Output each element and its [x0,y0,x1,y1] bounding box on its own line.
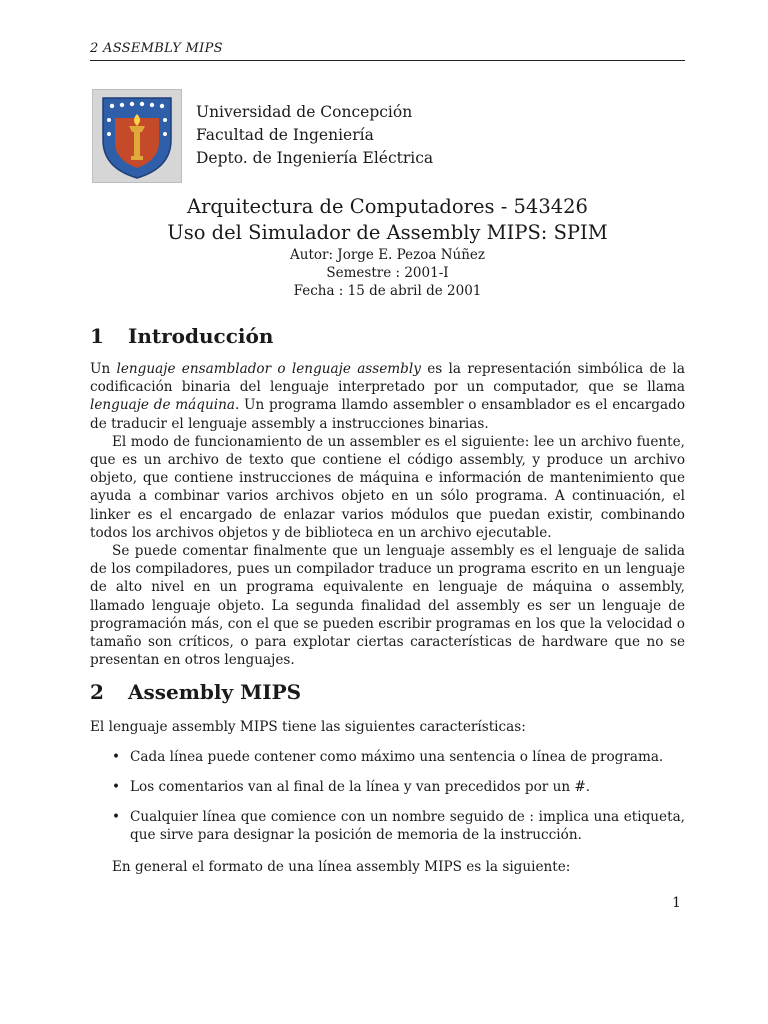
section-heading-introduccion [90,324,273,348]
paragraph [90,360,685,433]
semester-line: Semestre : 2001-I [326,265,449,281]
text-run: . Un programa llamdo assembler o ensamblador es el encargado de traducir el lenguaje assembly a instrucciones binarias. [90,397,685,432]
text-run: Un [90,361,117,377]
section-number: 2 [90,680,104,704]
paragraph: El modo de funcionamiento de un assembler es el siguiente: lee un archivo fuente, que es un archivo de texto que contiene el código assembly, y produce un archivo objeto, que contiene instrucciones de máquina e información de mantenimiento que ayuda a combinar varios archivos objeto en un sólo programa. A continuación, el linker es el encargado de enlazar varios módulos que puedan existir, combinando todos los archivos objetos y de biblioteca en un archivo ejecutable. [90,433,685,541]
emphasis-term: lenguaje ensamblador o lenguaje assembly [116,361,421,377]
bullet-icon: • [112,749,121,765]
bullet-icon: • [112,809,121,825]
affiliation-block [196,101,433,170]
author-line: Autor: Jorge E. Pezoa Núñez [290,247,485,263]
section-heading-assembly-mips [90,680,301,704]
university-name: Universidad de Concepción [196,103,413,121]
section-title: Introducción [128,324,274,348]
list-item [112,778,685,796]
course-title: Arquitectura de Computadores - 543426 [187,195,588,218]
list-item-text: Cada línea puede contener como máximo una sentencia o línea de programa. [130,749,664,765]
emphasis-term: lenguaje de máquina [90,397,235,414]
running-head: 2 ASSEMBLY MIPS [90,41,223,56]
section-2-closing: En general el formato de una línea assembly MIPS es la siguiente: [112,859,571,875]
title-block [90,194,685,300]
header-rule [90,60,685,61]
paragraph: Se puede comentar finalmente que un lenguaje assembly es el lenguaje de salida de los compiladores, pues un compilador traduce un programa escrito en un lenguaje de alto nivel en un programa equivalente en lenguaje de máquina o assembly, llamado lenguaje objeto. La segunda finalidad del assembly es ser un lenguaje de programación más, con el que se pueden escribir programas en los que la velocidad o tamaño son críticos, o para explotar ciertas características de hardware que no se presentan en otros lenguajes. [90,543,685,669]
university-logo [92,89,182,183]
text-run: es la representación simbólica de la codificación binaria del lenguaje interpretado por un computador, que se llama [90,361,685,396]
list-item [112,748,685,766]
page-number: 1 [672,895,681,911]
section-2-intro: El lenguaje assembly MIPS tiene las siguientes características: [90,719,526,735]
list-item-text: Los comentarios van al final de la línea y van precedidos por un #. [130,779,591,795]
list-item [112,808,685,844]
document-title: Uso del Simulador de Assembly MIPS: SPIM [167,221,608,244]
list-item-text: Cualquier línea que comience con un nombre seguido de : implica una etiqueta, que sirve para designar la posición de memoria de la instrucción. [130,809,685,844]
faculty-name: Facultad de Ingeniería [196,126,374,144]
date-line: Fecha : 15 de abril de 2001 [293,283,482,299]
section-title: Assembly MIPS [128,680,302,704]
department-name: Depto. de Ingeniería Eléctrica [196,149,434,167]
section-1-body [90,360,685,669]
university-seal-icon [93,90,181,182]
section-number: 1 [90,324,104,348]
bullet-icon: • [112,779,121,795]
